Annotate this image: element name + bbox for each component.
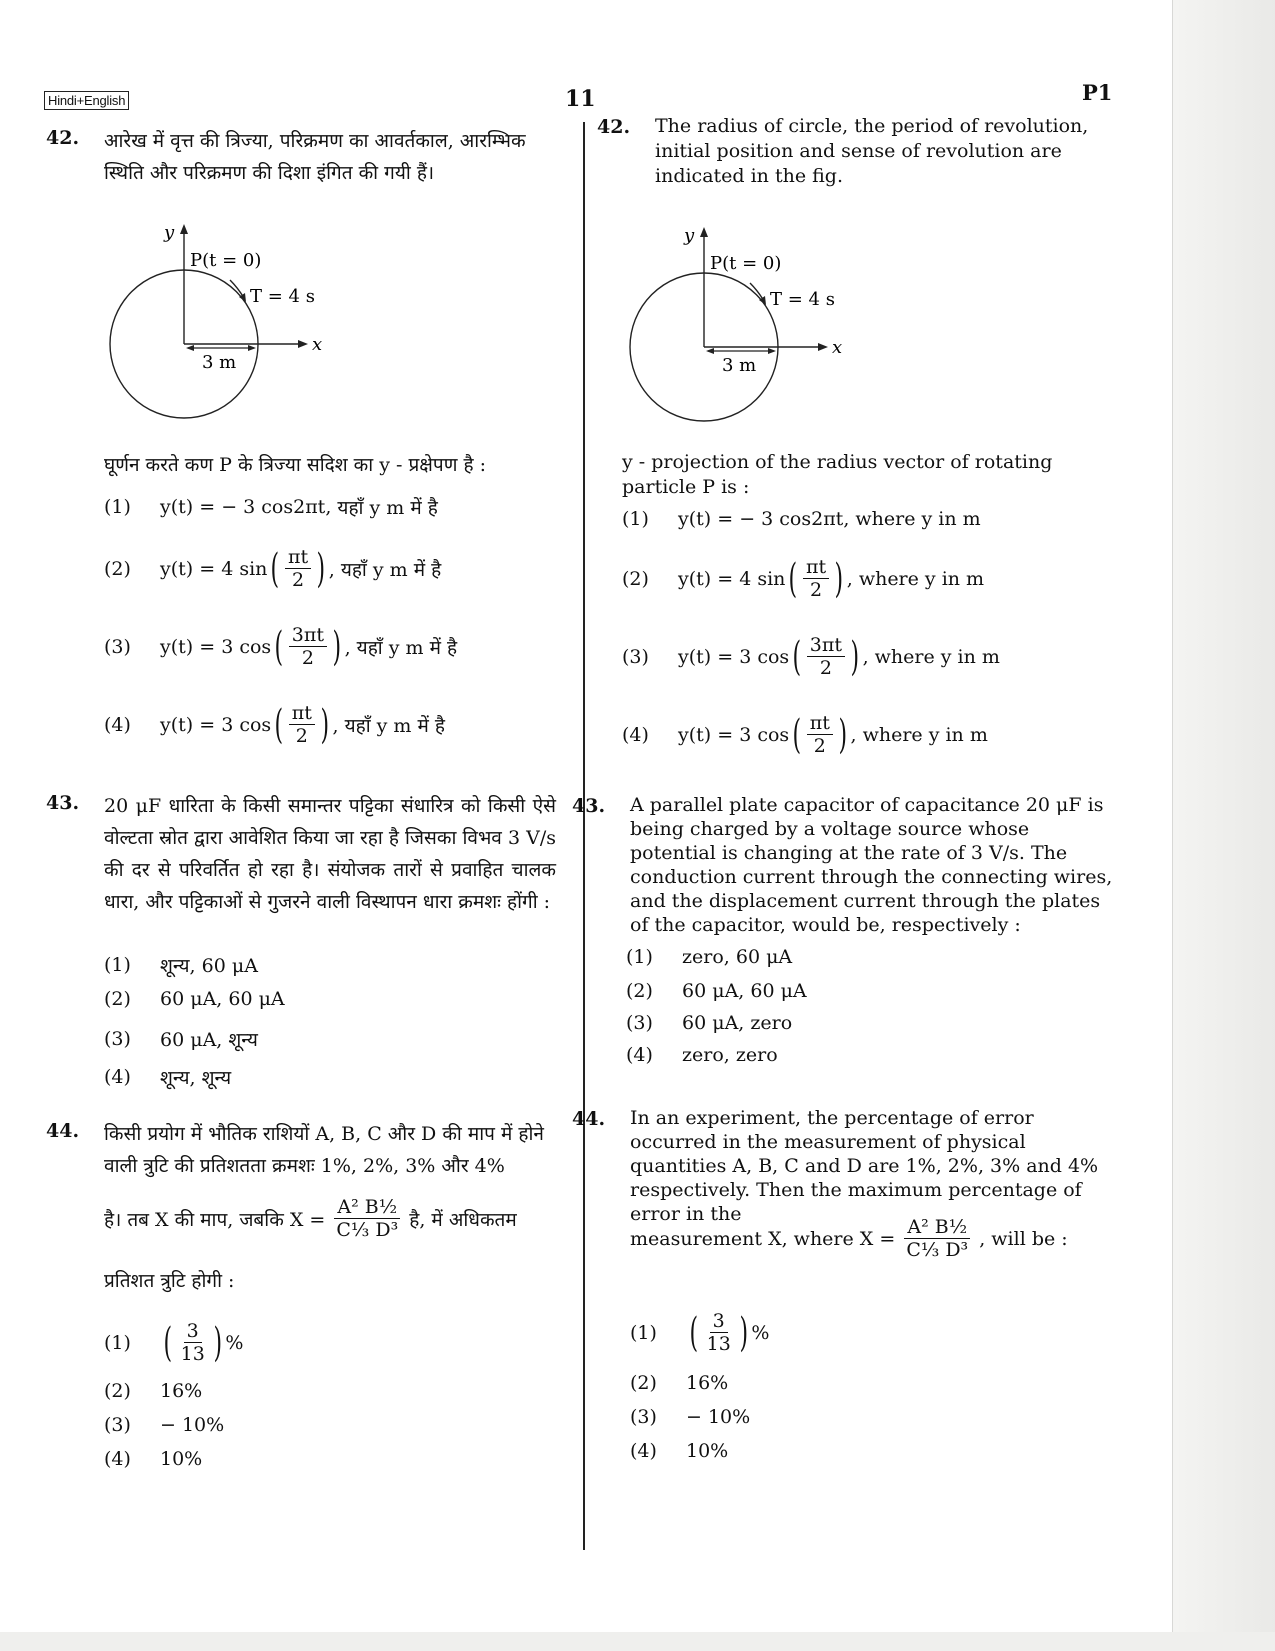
hindi-q42-option-3: (3) y(t) = 3 cos ( $\frac{3\pi t}{2}$ ) , यहाँ y m में है [104,623,458,670]
frac-denominator: 13 [706,1333,731,1355]
point-label: P(t = 0) [190,250,262,271]
page-edge [1172,0,1275,1651]
frac-denominator: 2 [301,647,314,669]
hindi-q43-option-4 [104,1064,231,1090]
hindi-q44-formula-line [104,1196,517,1241]
option-text: − 10% [160,1414,225,1436]
option-number: (1) [104,496,131,518]
frac-numerator: 3πt [289,624,327,647]
option-number: (4) [104,1066,131,1088]
option-text: 10% [160,1448,203,1470]
hindi-q42 [46,125,556,189]
hindi-q44-option-2 [104,1380,202,1402]
frac-denominator: 13 [180,1343,205,1365]
x-axis-label: x [832,337,843,358]
question-number: 42. [597,116,631,138]
question-text: The radius of circle, the period of revolution, initial position and sense of revolution are indicated in the fig. [655,115,1089,187]
english-q43-option-2 [626,980,807,1002]
option-lhs: y(t) = 4 sin [678,567,786,590]
hindi-q42-option-4: (4) y(t) = 3 cos ( $\frac{\pi t}{2}$ ) , यहाँ y m में है [104,701,445,748]
question-number: 44. [572,1108,606,1130]
formula-suffix: , will be : [979,1227,1068,1250]
question-number: 43. [46,792,80,814]
option-number: (4) [626,1044,653,1066]
hindi-q43 [46,790,556,918]
option-lhs: y(t) = 3 cos [160,635,272,658]
hindi-q43-option-2 [104,988,285,1010]
option-suffix: , यहाँ y m में है [344,636,458,659]
frac-numerator: 3πt [807,634,845,657]
option-lhs: y(t) = 3 cos [678,723,790,746]
question-number: 44. [46,1120,80,1142]
point-label: P(t = 0) [710,253,782,274]
option-lhs: y(t) = 3 cos [160,713,272,736]
english-q44-formula-line [630,1216,1068,1261]
option-text: 60 μA, 60 μA [160,988,285,1010]
option-lhs: y(t) = 3 cos [678,645,790,668]
option-suffix: , यहाँ y m में है [332,714,445,737]
option-suffix: % [225,1331,244,1354]
option-text: 60 μA, शून्य [160,1029,258,1051]
y-axis-label: y [684,225,695,246]
option-lhs: y(t) = − 3 cos2πt, [160,496,332,518]
formula-denominator: C⅓ D³ [336,1219,399,1241]
question-text: 20 μF धारिता के किसी समान्तर पट्टिका संधारित्र को किसी ऐसे वोल्टता स्रोत द्वारा आवेशित किया जा रहा है जिसका विभव 3 V/s की दर से परिवर्तित हो रहा है। संयोजक तारों से प्रवाहित चालक धारा, और पट्टिकाओं से गुजरने वाली विस्थापन धारा क्रमशः होंगी : [104,795,556,913]
english-q43-option-3 [626,1012,792,1034]
frac-numerator: πt [285,546,311,569]
option-suffix: , यहाँ y m में है [328,558,442,581]
hindi-q42-option-1 [104,494,438,520]
english-q44-option-1: (1) ( $\frac{3}{13}$ ) % [630,1309,770,1356]
english-q42-option-3: (3) y(t) = 3 cos ( $\frac{3\pi t}{2}$ ) , where y in m [622,633,1000,680]
option-number: (2) [626,980,653,1002]
option-number: (2) [104,557,131,580]
formula-suffix: है, में अधिकतम [409,1208,517,1231]
english-q42-figure [620,223,860,423]
option-number: (2) [622,567,649,590]
y-axis-label: y [164,222,175,243]
question-number: 43. [572,795,606,817]
hindi-q43-option-1 [104,952,258,978]
option-number: (4) [630,1440,657,1462]
english-q42 [597,114,1117,189]
option-number: (4) [104,1448,131,1470]
english-q44-option-2 [630,1372,728,1394]
option-text: − 10% [686,1406,751,1428]
option-lhs: y(t) = 4 sin [160,557,268,580]
hindi-q44-line3: प्रतिशत त्रुटि होगी : [104,1270,235,1292]
frac-numerator: πt [807,712,833,735]
option-number: (3) [626,1012,653,1034]
option-suffix: where y in m [855,508,981,530]
frac-denominator: 2 [813,735,826,757]
option-number: (2) [104,988,131,1010]
hindi-q44-option-1: (1) ( $\frac{3}{13}$ ) % [104,1319,244,1366]
frac-numerator: 3 [184,1320,202,1343]
option-suffix: , where y in m [862,645,1000,668]
frac-denominator: 2 [295,725,308,747]
question-number: 42. [46,127,80,149]
option-text: 60 μA, zero [682,1012,793,1034]
option-text: 60 μA, 60 μA [682,980,807,1002]
option-suffix: % [751,1321,770,1344]
set-code: P1 [1082,80,1113,105]
english-q43-option-4 [626,1044,778,1066]
formula-denominator: C⅓ D³ [906,1239,969,1261]
option-number: (1) [104,1331,131,1354]
page-bottom-edge [0,1632,1275,1651]
period-label: T = 4 s [770,289,835,310]
radius-label: 3 m [722,355,757,376]
period-label: T = 4 s [250,286,315,307]
english-q43 [572,793,1117,937]
frac-denominator: 2 [292,569,305,591]
formula-prefix: measurement X, where X = [630,1227,896,1250]
radius-label: 3 m [202,352,237,373]
option-text: शून्य, शून्य [160,1067,232,1089]
english-q42-option-2: (2) y(t) = 4 sin ( $\frac{\pi t}{2}$ ) , where y in m [622,555,985,602]
language-badge: Hindi+English [44,91,129,110]
english-q44-option-4 [630,1440,728,1462]
english-q44-option-3 [630,1406,750,1428]
question-text: In an experiment, the percentage of error occurred in the measurement of physical quantities A, B, C and D are 1%, 2%, 3% and 4% respectively. Then the maximum percentage of error in the [630,1107,1099,1225]
option-number: (1) [104,954,131,976]
hindi-q44-option-4 [104,1448,202,1470]
frac-denominator: 2 [819,657,832,679]
frac-denominator: 2 [810,579,823,601]
english-q42-option-1 [622,508,981,530]
option-text: zero, zero [682,1044,778,1066]
option-number: (3) [104,1414,131,1436]
option-lhs: y(t) = − 3 cos2πt, [678,508,850,530]
option-number: (1) [622,508,649,530]
question-text: आरेख में वृत्त की त्रिज्या, परिक्रमण का आवर्तकाल, आरम्भिक स्थिति और परिक्रमण की दिशा इंगित की गयी हैं। [104,130,526,184]
option-number: (3) [622,645,649,668]
option-text: 16% [160,1380,203,1402]
hindi-q42-option-2: (2) y(t) = 4 sin ( $\frac{\pi t}{2}$ ) , यहाँ y m में है [104,545,442,592]
option-text: 16% [686,1372,729,1394]
frac-numerator: πt [289,702,315,725]
english-q42-option-4: (4) y(t) = 3 cos ( $\frac{\pi t}{2}$ ) , where y in m [622,711,988,758]
option-suffix: , where y in m [850,723,988,746]
english-q44 [572,1106,1117,1226]
option-text: शून्य, 60 μA [160,955,258,977]
hindi-q44 [46,1118,556,1182]
formula-prefix: है। तब X की माप, जबकि X = [104,1208,326,1231]
option-number: (4) [104,713,131,736]
option-number: (3) [104,635,131,658]
hindi-q42-figure [100,220,340,420]
option-number: (1) [626,946,653,968]
page-number: 11 [565,86,596,112]
hindi-q44-option-3 [104,1414,224,1436]
option-number: (2) [630,1372,657,1394]
option-number: (3) [104,1028,131,1050]
option-suffix: , where y in m [846,567,985,590]
x-axis-label: x [312,334,323,355]
hindi-q43-option-3 [104,1026,258,1052]
option-number: (4) [622,723,649,746]
option-number: (2) [104,1380,131,1402]
option-number: (3) [630,1406,657,1428]
question-text: किसी प्रयोग में भौतिक राशियों A, B, C और D की माप में होने वाली त्रुटि की प्रतिशतता क्रमशः 1%, 2%, 3% और 4% [104,1123,544,1177]
frac-numerator: πt [803,556,829,579]
hindi-q42-prompt: घूर्णन करते कण P के त्रिज्या सदिश का y - प्रक्षेपण है : [104,454,486,476]
english-q43-option-1 [626,946,792,968]
option-number: (1) [630,1321,657,1344]
question-text: A parallel plate capacitor of capacitance 20 μF is being charged by a voltage source whose potential is changing at the rate of 3 V/s. The conduction current through the connecting wires, and the displacement current through the plates of the capacitor, would be, respectively : [630,794,1113,936]
option-suffix: यहाँ y m में है [337,497,438,519]
option-text: 10% [686,1440,729,1462]
formula-numerator: A² B½ [904,1216,970,1239]
frac-numerator: 3 [710,1310,728,1333]
english-q42-prompt: y - projection of the radius vector of rotating particle P is : [622,451,1053,498]
formula-numerator: A² B½ [334,1196,400,1219]
option-text: zero, 60 μA [682,946,793,968]
